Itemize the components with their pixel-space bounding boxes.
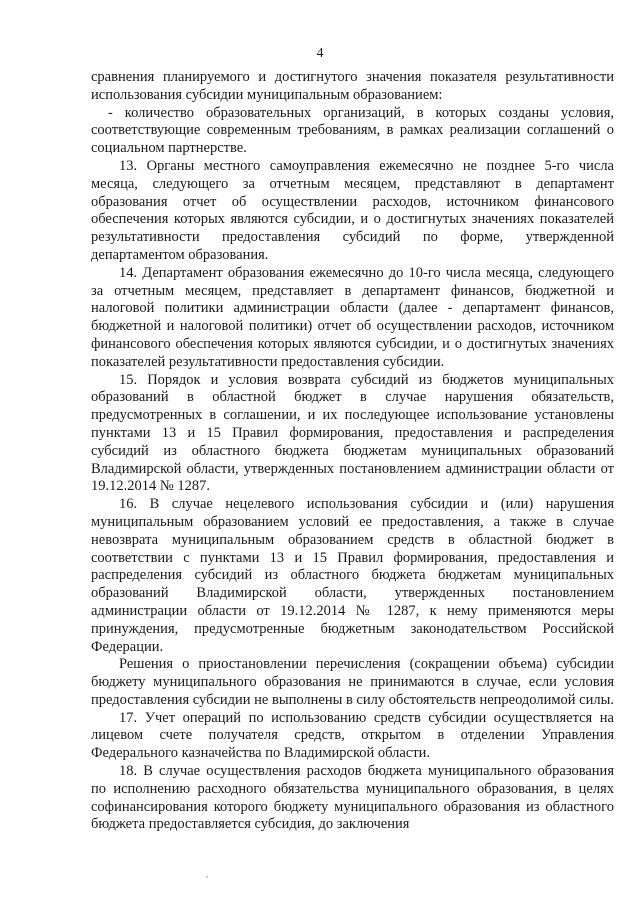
paragraph-indicator-list-item: - количество образовательных организаций, в которых созданы условия, соответствующие современным требованиям, в рамках реализации соглашений о социальном партнерстве. (91, 104, 614, 157)
page-number: 4 (316, 46, 324, 61)
paragraph-item-17: 17. Учет операций по использованию средств субсидии осуществляется на лицевом счете получателя средств, открытом в отделении Управления Федерального казначейства по Владимирской области. (91, 709, 614, 762)
paragraph-item-13: 13. Органы местного самоуправления ежемесячно не позднее 5-го числа месяца, следующего за отчетным месяцем, представляют в департамент образования отчет об осуществлении расходов, источником финансового обеспечения которых являются субсидии, и о достигнутых значениях показателей результативности предоставления субсидий по форме, утвержденной департаментом образования. (91, 157, 614, 263)
paragraph-continuation: сравнения планируемого и достигнутого значения показателя результативности использования субсидии муниципальным образованием: (91, 69, 614, 103)
paragraph-decisions: Решения о приостановлении перечисления (сокращении объема) субсидии бюджету муниципального образования не принимаются в случае, если условия предоставления субсидии не выполнены в силу обстоятельств непреодолимой силы. (91, 656, 614, 708)
scan-speck (206, 876, 208, 878)
paragraph-item-16: 16. В случае нецелевого использования субсидии и (или) нарушения муниципальным образованием условий ее предоставления, а также в случае невозврата муниципальным образованием средств в областной бюджет в соответствии с пунктами 13 и 15 Правил формирования, предоставления и распределения субсидий из областного бюджета бюджетам муниципальных образований Владимирской области, утвержденных постановлением администрации области от 19.12.2014 № 1287, к нему применяются меры принуждения, предусмотренные бюджетным законодательством Российской Федерации. (91, 496, 614, 655)
paragraph-item-14: 14. Департамент образования ежемесячно до 10-го числа месяца, следующего за отчетным месяцем, представляет в департамент финансов, бюджетной и налоговой политики администрации области (далее - департамент финансов, бюджетной и налоговой политики) отчет об осуществлении расходов, источником финансового обеспечения которых являются субсидии, и о достигнутых значениях показателей результативности предоставления субсидии. (91, 264, 614, 370)
paragraph-item-15: 15. Порядок и условия возврата субсидий из бюджетов муниципальных образований в областной бюджет в случае нарушения обязательств, предусмотренных в соглашении, и их последующее использование установлены пунктами 13 и 15 Правил формирования, предоставления и распределения субсидий из областного бюджета бюджетам муниципальных образований Владимирской области, утвержденных постановлением администрации области от 19.12.2014 № 1287. (91, 371, 614, 495)
paragraph-item-18: 18. В случае осуществления расходов бюджета муниципального образования по исполнению расходного обязательства муниципального образования, в целях софинансирования которого бюджету муниципального образования из областного бюджета предоставляется субсидия, до заключения (91, 763, 614, 833)
document-body (91, 69, 614, 834)
